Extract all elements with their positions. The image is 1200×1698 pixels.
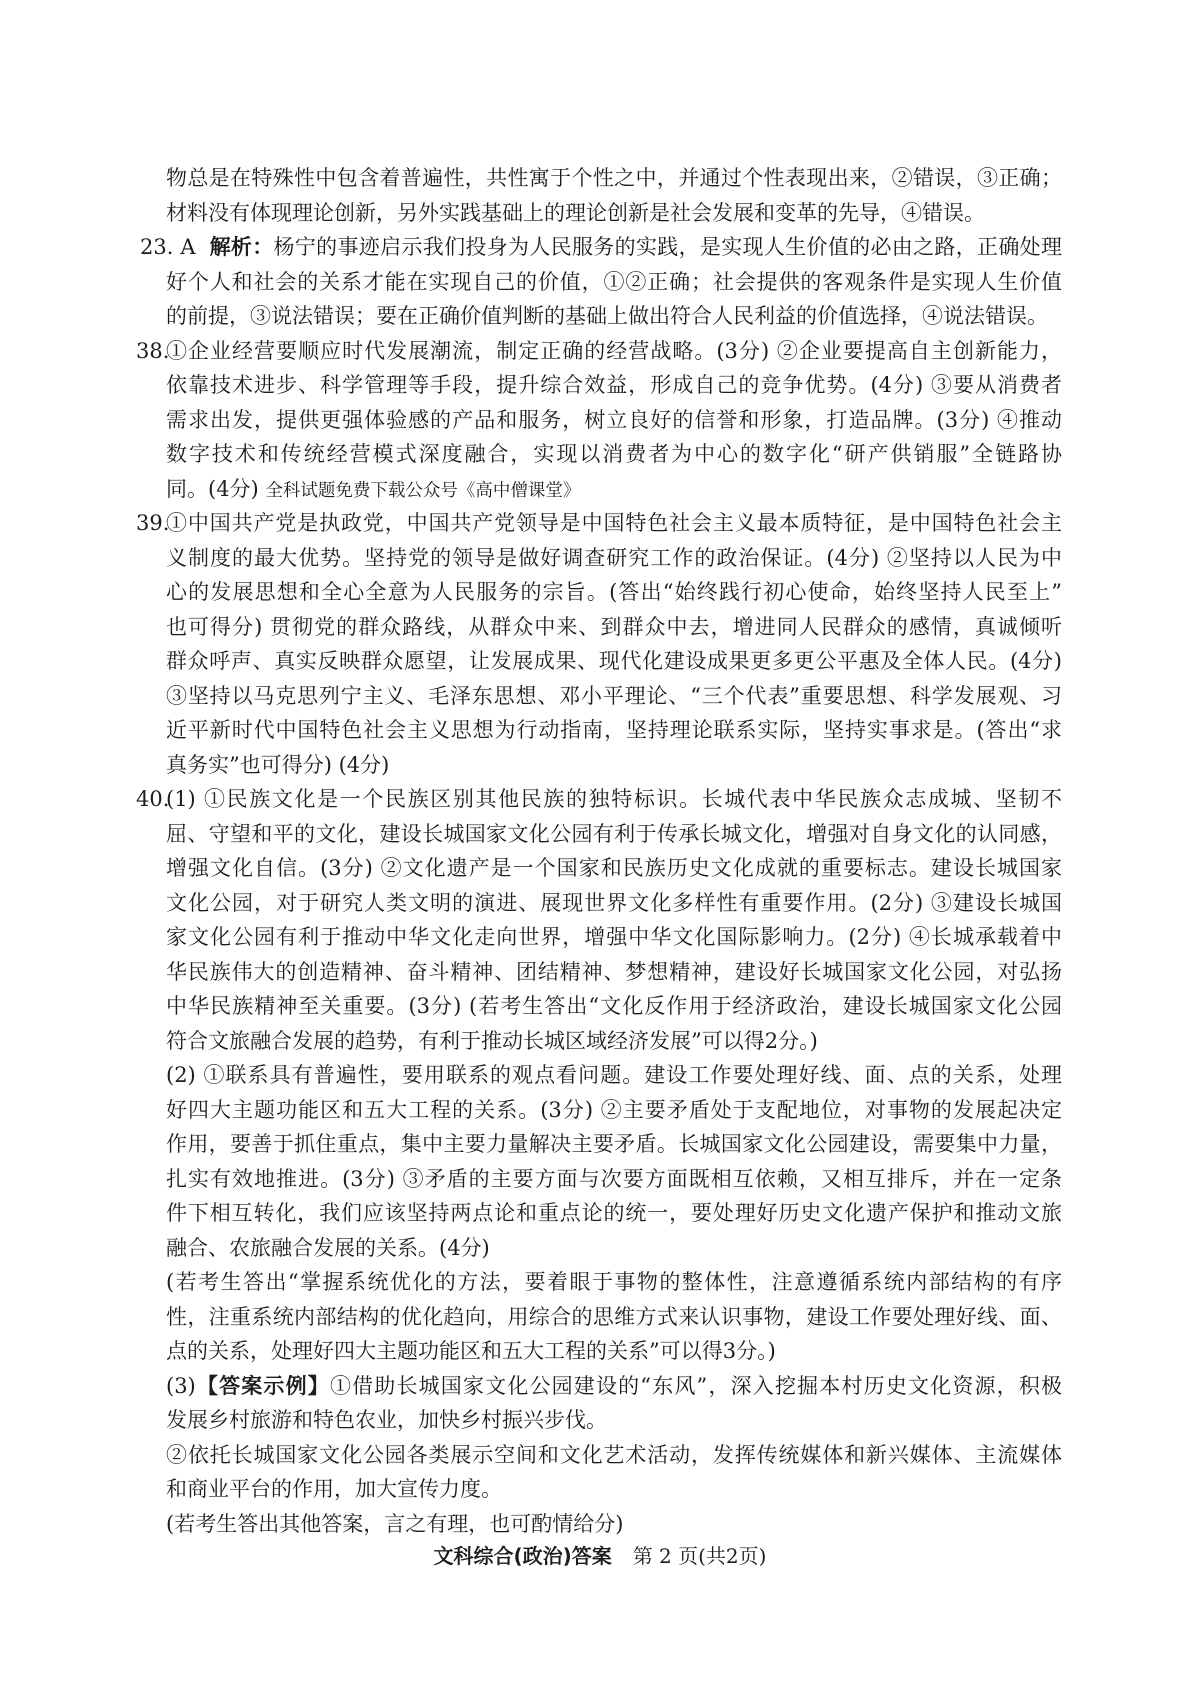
q40-part2-note-line-1: (若考生答出“掌握系统优化的方法，要着眼于事物的整体性，注意遵循系统内部结构的有序: [166, 1270, 1062, 1294]
q40-part1-line-5: 家文化公园有利于推动中华文化走向世界，增强中华文化国际影响力。(2分) ④长城承载着中: [166, 925, 1062, 949]
q39-line-4: 也可得分) 贯彻党的群众路线，从群众中来、到群众中去，增进同人民群众的感情，真诚倾听: [166, 614, 1062, 639]
q38-last-line: [166, 472, 1062, 507]
q40-part1-line-2: 屈、守望和平的文化，建设长城国家文化公园有利于传承长城文化，增强对自身文化的认同感，: [166, 821, 1062, 846]
q40-part1-line-7: 中华民族精神至关重要。(3分) (若考生答出“文化反作用于经济政治，建设长城国家文化公园: [166, 994, 1062, 1018]
answer-content: [136, 161, 1063, 1541]
q40-part3-line-1: [166, 1369, 1062, 1404]
q39-number: 39.: [136, 511, 170, 535]
q40-part1-last: 符合文旅融合发展的趋势，有利于推动长城区域经济发展”可以得2分。): [166, 1028, 818, 1053]
q40-part2-line-2: 好四大主题功能区和五大工程的关系。(3分) ②主要矛盾处于支配地位，对事物的发展起决定: [166, 1097, 1062, 1122]
page-footer: [0, 1539, 1200, 1574]
q38-line-4: 数字技术和传统经营模式深度融合，实现以消费者为中心的数字化“研产供销服”全链路协: [166, 442, 1062, 466]
q40-part3-line-3: ②依托长城国家文化公园各类展示空间和文化艺术活动，发挥传统媒体和新兴媒体、主流媒体: [166, 1442, 1062, 1467]
q40-part2-line-3: 作用，要善于抓住重点，集中主要力量解决主要矛盾。长城国家文化公园建设，需要集中力量，: [166, 1132, 1062, 1156]
question-23: [140, 230, 1062, 334]
footer-page-number: 第 2 页(共2页): [632, 1544, 767, 1568]
q39-line-3: 心的发展思想和全心全意为人民服务的宗旨。(答出“始终践行初心使命，始终坚持人民至上”: [166, 580, 1062, 604]
question-38: [136, 334, 1062, 507]
q23-line-1: 杨宁的事迹启示我们投身为人民服务的实践，是实现人生价值的必由之路，正确处理: [273, 235, 1063, 259]
q23-number: 23. A: [140, 235, 196, 259]
q39-line-5: 群众呼声、真实反映群众愿望，让发展成果、现代化建设成果更多更公平惠及全体人民。(4分): [166, 649, 1062, 673]
q40-part2-note-line-2: 性，注重系统内部结构的优化趋向，用综合的思维方式来认识事物，建设工作要处理好线、面、: [166, 1304, 1062, 1329]
q39-line-7: 近平新时代中国特色社会主义思想为行动指南，坚持理论联系实际，坚持实事求是。(答出“求: [166, 718, 1062, 742]
q23-line-2: 好个人和社会的关系才能在实现自己的价值，①②正确；社会提供的客观条件是实现人生价值: [166, 269, 1062, 294]
q38-line-2: 依靠技术进步、科学管理等手段，提升综合效益，形成自己的竞争优势。(4分) ③要从消费者: [166, 373, 1062, 397]
q40-part2-line-5: 件下相互转化，我们应该坚持两点论和重点论的统一，要处理好历史文化遗产保护和推动文旅: [166, 1201, 1062, 1225]
intro-line-2: 材料没有体现理论创新，另外实践基础上的理论创新是社会发展和变革的先导，④错误。: [166, 200, 985, 225]
q40-part2-last: 融合、农旅融合发展的关系。(4分): [166, 1235, 490, 1260]
q40-part1-line-6: 华民族伟大的创造精神、奋斗精神、团结精神、梦想精神，建设好长城国家文化公园，对弘扬: [166, 959, 1062, 984]
q38-line-1: ①企业经营要顺应时代发展潮流，制定正确的经营战略。(3分) ②企业要提高自主创新能力，: [166, 338, 1062, 363]
q40-part3-line-4: 和商业平台的作用，加大宣传力度。: [166, 1477, 502, 1501]
q40-part3-prefix: (3): [166, 1373, 196, 1398]
q40-part1-line-1: (1) ①民族文化是一个民族区别其他民族的独特标识。长城代表中华民族众志成城、坚韧不: [166, 787, 1062, 811]
q40-part2-line-1: (2) ①联系具有普遍性，要用联系的观点看问题。建设工作要处理好线、面、点的关系，处理: [166, 1063, 1062, 1087]
question-39: [136, 506, 1062, 782]
q40-part1-line-3: 增强文化自信。(3分) ②文化遗产是一个国家和民族历史文化成就的重要标志。建设长城国家: [166, 856, 1062, 880]
q40-part3-note: (若考生答出其他答案，言之有理，也可酌情给分): [166, 1511, 624, 1536]
q39-line-2: 义制度的最大优势。坚持党的领导是做好调查研究工作的政治保证。(4分) ②坚持以人民为中: [166, 545, 1062, 570]
q40-part1-line-4: 文化公园，对于研究人类文明的演进、展现世界文化多样性有重要作用。(2分) ③建设长城国: [166, 890, 1062, 915]
q38-line-3: 需求出发，提供更强体验感的产品和服务，树立良好的信誉和形象，打造品牌。(3分) ④推动: [166, 407, 1062, 432]
q39-line-6: ③坚持以马克思列宁主义、毛泽东思想、邓小平理论、“三个代表”重要思想、科学发展观、习: [166, 683, 1062, 708]
q40-part2-note-last: 点的关系，处理好四大主题功能区和五大工程的关系”可以得3分。): [166, 1339, 776, 1363]
intro-line-1: 物总是在特殊性中包含着普遍性，共性寓于个性之中，并通过个性表现出来，②错误，③正确；: [166, 166, 1062, 190]
q40-part3-line-2: 发展乡村旅游和特色农业，加快乡村振兴步伐。: [166, 1408, 607, 1432]
q38-last-text: 同。(4分): [166, 476, 259, 501]
q39-line-1: ①中国共产党是执政党，中国共产党领导是中国特色社会主义最本质特征，是中国特色社会主: [166, 511, 1062, 535]
q23-label: 解析：: [209, 235, 274, 259]
q40-part3-line-1-text: ①借助长城国家文化公园建设的“东风”，深入挖掘本村历史文化资源，积极: [329, 1373, 1063, 1398]
footer-title: 文科综合(政治)答案: [433, 1544, 612, 1568]
q38-note: 全科试题免费下载公众号《高中僧课堂》: [265, 480, 581, 501]
q40-part2-line-4: 扎实有效地推进。(3分) ③矛盾的主要方面与次要方面既相互依赖，又相互排斥，并在一定条: [166, 1166, 1062, 1191]
q23-line-3: 的前提，③说法错误；要在正确价值判断的基础上做出符合人民利益的价值选择，④说法错误。: [166, 304, 1048, 328]
q38-number: 38.: [136, 338, 170, 363]
q23-first-line: [140, 230, 1062, 265]
q39-last-line: 真务实”也可得分) (4分): [166, 752, 390, 777]
question-40: [136, 782, 1063, 1541]
q40-part3-label: 【答案示例】: [195, 1373, 330, 1398]
q40-number: 40.: [136, 787, 170, 811]
